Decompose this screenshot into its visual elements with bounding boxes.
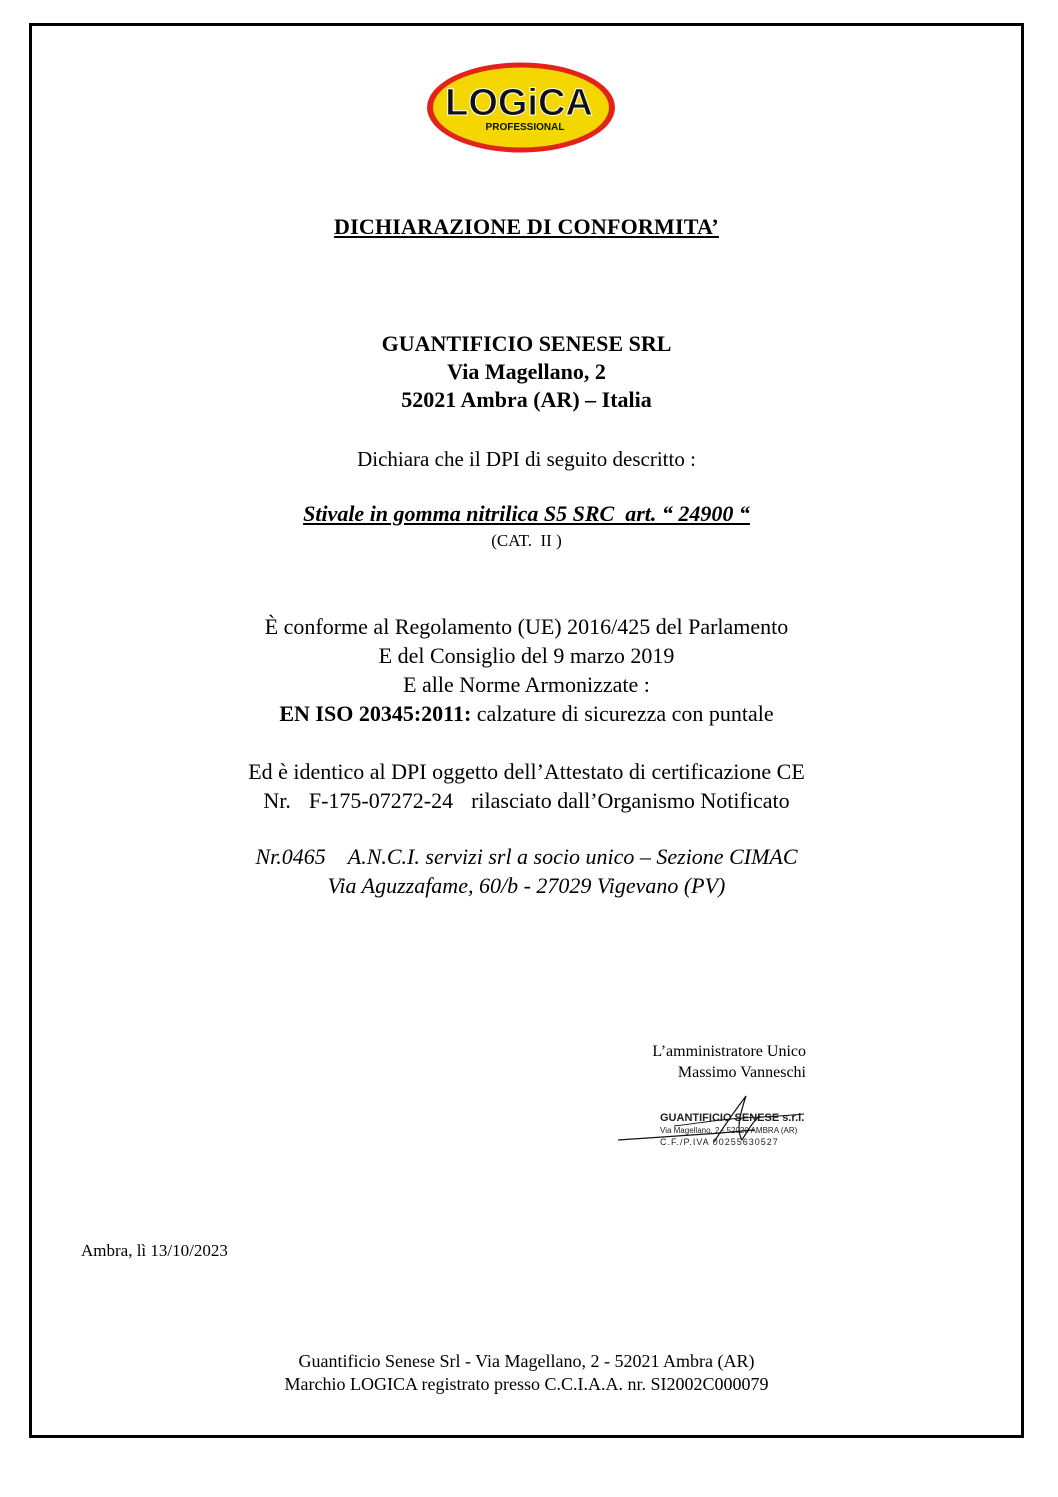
footer [29,1350,1024,1396]
conformity-standard [29,699,1024,728]
product-name [29,501,1024,527]
footer-line-1: Guantificio Senese Srl - Via Magellano, 2 - 52021 Ambra (AR) [298,1351,755,1371]
company-stamp-signature [614,1090,819,1152]
conformity-block [29,612,1024,728]
certificate-line-1: Ed è identico al DPI oggetto dell’Attestato di certificazione CE [248,759,805,784]
conformity-line-1: È conforme al Regolamento (UE) 2016/425 del Parlamento [264,614,789,639]
company-block [29,330,1024,414]
logo-brand-text: LOGiCA [445,82,593,124]
company-city: 52021 Ambra (AR) – Italia [401,387,652,412]
notified-body-block [29,842,1024,900]
document-title: DICHIARAZIONE DI CONFORMITA’ [334,214,719,239]
product-category: (CAT. II ) [491,531,562,550]
standard-code: EN ISO 20345:2011: [279,701,472,726]
conformity-line-2: E del Consiglio del 9 marzo 2019 [378,643,675,668]
product-name-text: Stivale in gomma nitrilica S5 SRC art. “ 24900 “ [303,501,750,526]
company-address: Via Magellano, 2 [447,359,606,384]
signatory-role: L’amministratore Unico [652,1043,806,1060]
notified-body-line-1 [29,842,1024,871]
notified-body-address: Via Aguzzafame, 60/b - 27029 Vigevano (PV) [327,873,726,898]
place-and-date: Ambra, lì 13/10/2023 [81,1241,228,1260]
certificate-block [29,757,1024,815]
logica-logo [425,61,617,154]
footer-line-2: Marchio LOGICA registrato presso C.C.I.A.A. nr. SI2002C000079 [284,1374,769,1394]
company-name: GUANTIFICIO SENESE SRL [381,331,672,356]
certificate-line-2 [29,786,1024,815]
certificate-nr-label: Nr. [263,788,291,813]
stamp-line-1: GUANTIFICIO SENESE s.r.l. [660,1112,805,1124]
declaration-intro: Dichiara che il DPI di seguito descritto : [357,447,696,471]
stamp-line-3: C.F./P.IVA 00255630527 [660,1137,779,1147]
signatory-name: Massimo Vanneschi [677,1064,806,1081]
conformity-line-3: E alle Norme Armonizzate : [403,672,650,697]
logo-tagline-text: PROFESSIONAL [485,122,565,133]
notified-body-name: A.N.C.I. servizi srl a socio unico – Sezione CIMAC [347,844,798,869]
stamp-line-2: Via Magellano, 2 - 52020 AMBRA (AR) [660,1126,798,1135]
certificate-issued-by: rilasciato dall’Organismo Notificato [471,788,790,813]
certificate-number: F-175-07272-24 [308,788,454,813]
signatory-block [560,1041,806,1083]
notified-body-number: Nr.0465 [255,844,326,869]
standard-description: calzature di sicurezza con puntale [471,701,774,726]
